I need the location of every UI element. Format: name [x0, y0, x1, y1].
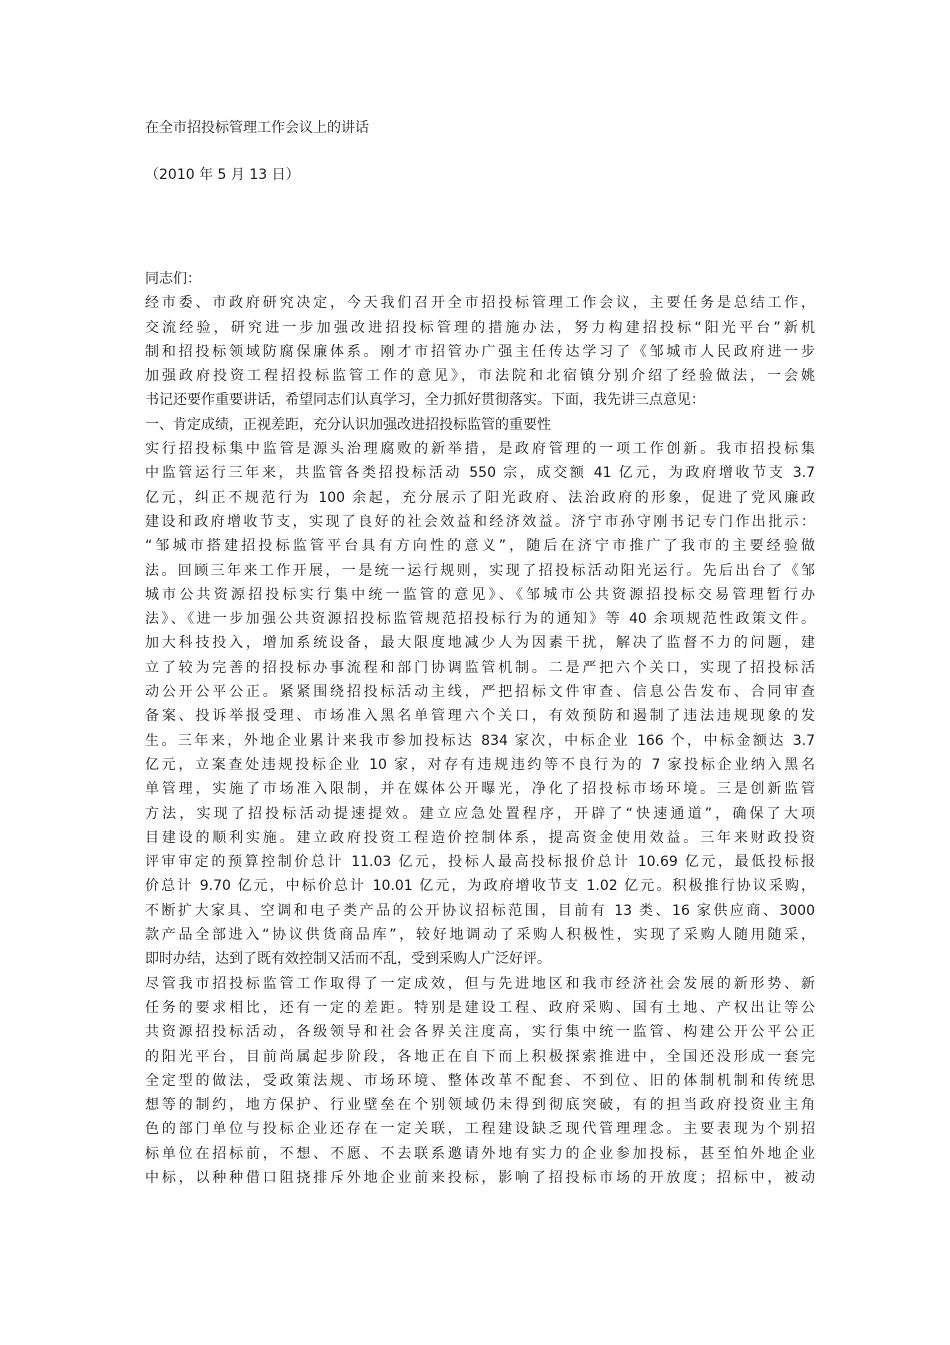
- body-line: 立了较为完善的招投标办事流程和部门协调监管机制。二是严把六个关口，实现了招投标活: [145, 659, 815, 676]
- body-line: “邹城市搭建招投标监管平台具有方向性的意义”，随后在济宁市推广了我市的主要经验做: [145, 538, 815, 555]
- body-line: 法。回顾三年来工作开展，一是统一运行规则，实现了招投标活动阳光运行。先后出台了《邹: [145, 562, 815, 579]
- body-line: 共资源招投标活动，各级领导和社会各界关注度高，实行集中统一监管、构建公开公平公正: [145, 1024, 815, 1041]
- document-body: [145, 267, 815, 1190]
- body-line: 标单位在招标前，不想、不愿、不去联系邀请外地有实力的企业参加投标，甚至怕外地企业: [145, 1145, 815, 1162]
- body-line: 中监管运行三年来，共监管各类招投标活动 550 宗，成交额 41 亿元，为政府增收节支 3.7: [145, 465, 815, 482]
- body-line: 城市公共资源招投标实行集中统一监管的意见》、《邹城市公共资源招投标交易管理暂行办: [145, 586, 815, 603]
- body-line: 中标，以种种借口阻挠排斥外地企业前来投标，影响了招投标市场的开放度；招标中，被动: [145, 1169, 815, 1186]
- body-line: 单管理，实施了市场准入限制，并在媒体公开曝光，净化了招投标市场环境。三是创新监管: [145, 781, 815, 798]
- body-line: 价总计 9.70 亿元，中标价总计 10.01 亿元，为政府增收节支 1.02 亿元。积极推行协议采购，: [145, 878, 815, 895]
- body-line: 任务的要求相比，还有一定的差距。特别是建设工程、政府采购、国有土地、产权出让等公: [145, 999, 815, 1016]
- body-line: 方法，实现了招投标活动提速提效。建立应急处置程序，开辟了“快速通道”，确保了大项: [145, 805, 815, 822]
- body-line: 想等的制约，地方保护、行业壁垒在个别领域仍未得到彻底突破，有的担当政府投资业主角: [145, 1097, 815, 1114]
- body-line: 制和招投标领域防腐保廉体系。刚才市招管办广强主任传达学习了《邹城市人民政府进一步: [145, 343, 815, 360]
- body-line: 经市委、市政府研究决定，今天我们召开全市招投标管理工作会议，主要任务是总结工作，: [145, 295, 815, 312]
- document-date: （2010 年 5 月 13 日）: [145, 167, 300, 183]
- body-line: 建设和政府增收节支，实现了良好的社会效益和经济效益。济宁市孙守刚书记专门作出批示：: [145, 513, 815, 530]
- body-line: 的阳光平台，目前尚属起步阶段，各地正在自下而上积极探索推进中，全国还没形成一套完: [145, 1048, 815, 1065]
- body-line: 亿元，纠正不规范行为 100 余起，充分展示了阳光政府、法治政府的形象，促进了党风廉政: [145, 489, 815, 506]
- body-line: 实行招投标集中监管是源头治理腐败的新举措，是政府管理的一项工作创新。我市招投标集: [145, 441, 815, 458]
- body-line: 全定型的做法，受政策法规、市场环境、整体改革不配套、不到位、旧的体制机制和传统思: [145, 1072, 815, 1089]
- body-line: 动公开公平公正。紧紧围绕招投标活动主线，严把招标文件审查、信息公告发布、合同审查: [145, 684, 815, 701]
- body-line: 备案、投诉举报受理、市场准入黑名单管理六个关口，有效预防和遏制了违法违规现象的发: [145, 708, 815, 725]
- document-title: 在全市招投标管理工作会议上的讲话: [145, 120, 369, 136]
- body-line: 评审审定的预算控制价总计 11.03 亿元，投标人最高投标报价总计 10.69 亿元，最低投标报: [145, 854, 815, 871]
- body-line: 目建设的顺利实施。建立政府投资工程造价控制体系，提高资金使用效益。三年来财政投资: [145, 829, 815, 846]
- body-line: 尽管我市招投标监管工作取得了一定成效，但与先进地区和我市经济社会发展的新形势、新: [145, 975, 815, 992]
- body-line: 法》、《进一步加强公共资源招投标监管规范招投标行为的通知》等 40 余项规范性政策文件。: [145, 611, 815, 628]
- body-line: 书记还要作重要讲话，希望同志们认真学习，全力抓好贯彻落实。下面，我先讲三点意见：: [145, 392, 705, 409]
- body-line: 一、肯定成绩，正视差距，充分认识加强改进招投标监管的重要性: [145, 416, 551, 433]
- body-line: 生。三年来，外地企业累计来我市参加投标达 834 家次，中标企业 166 个，中标金额达 3.7: [145, 732, 815, 749]
- body-line: 即时办结，达到了既有效控制又活而不乱，受到采购人广泛好评。: [145, 951, 551, 968]
- body-line: 色的部门单位与投标企业还存在一定关联，工程建设缺乏现代管理理念。主要表现为个别招: [145, 1121, 815, 1138]
- body-line: 亿元，立案查处违规投标企业 10 家，对存有违规违约等不良行为的 7 家投标企业纳入黑名: [145, 756, 815, 773]
- body-line: 不断扩大家具、空调和电子类产品的公开协议招标范围，目前有 13 类、16 家供应商、3000: [145, 902, 815, 919]
- body-line: 同志们：: [145, 271, 201, 287]
- body-line: 交流经验，研究进一步加强改进招投标管理的措施办法，努力构建招投标“阳光平台”新机: [145, 319, 815, 336]
- body-line: 款产品全部进入“协议供货商品库”，较好地调动了采购人积极性，实现了采购人随用随采，: [145, 927, 815, 944]
- body-line: 加强政府投资工程招投标监管工作的意见》，市法院和北宿镇分别介绍了经验做法，一会姚: [145, 368, 815, 385]
- body-line: 加大科技投入，增加系统设备，最大限度地减少人为因素干扰，解决了监督不力的问题，建: [145, 635, 815, 652]
